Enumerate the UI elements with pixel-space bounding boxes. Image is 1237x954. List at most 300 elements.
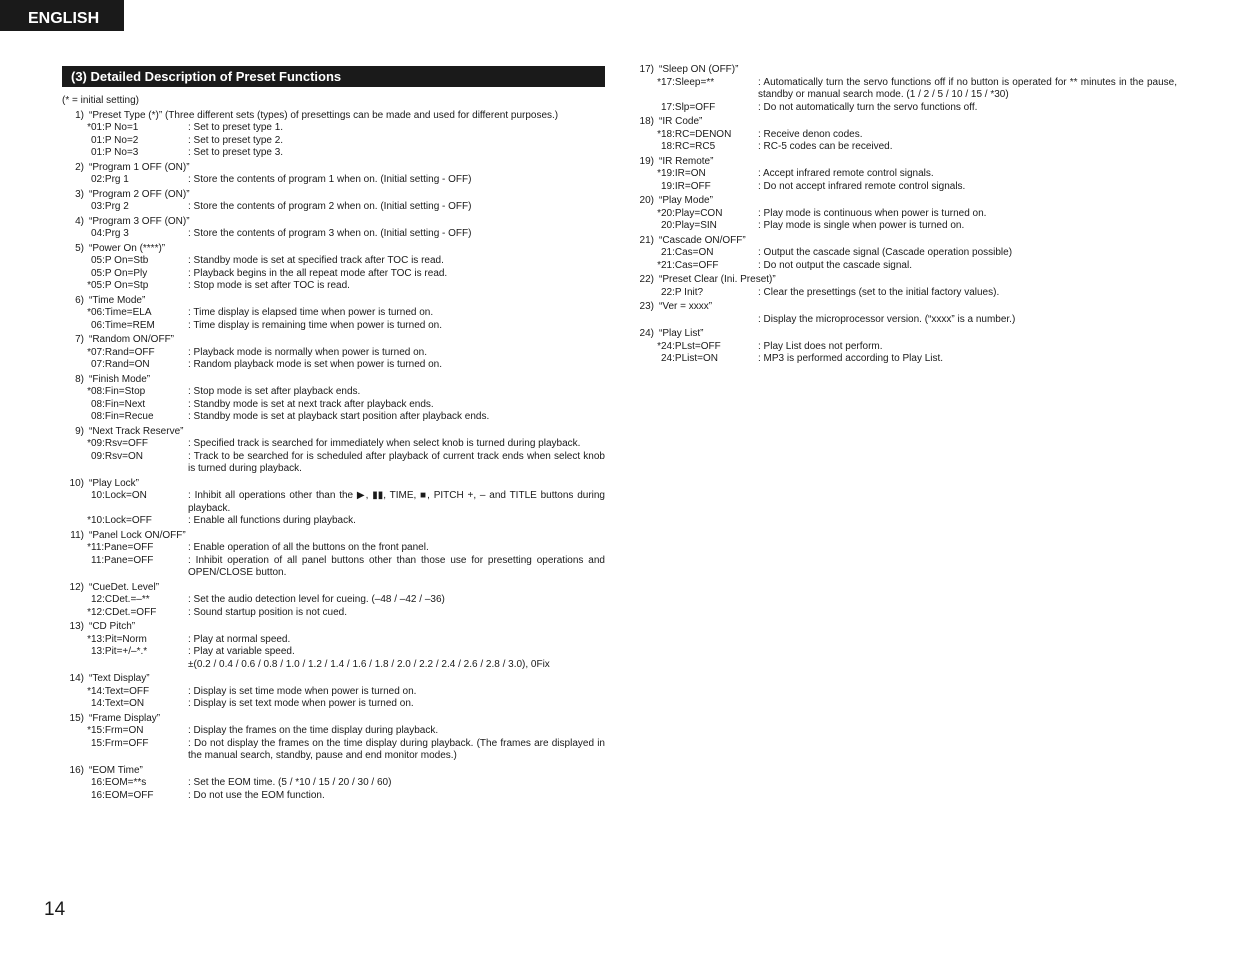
initial-setting-mark [62,790,91,803]
option-description-text: : Store the contents of program 3 when on. (Initial setting - OFF) [188,228,472,239]
option-description [758,287,1177,300]
item-name: “Preset Type (*)” (Three different sets (types) of presettings can be made and used for different purposes.) [89,109,559,121]
option-description [188,399,605,412]
preset-option-row [62,738,605,763]
initial-setting-mark: * [87,386,91,397]
option-description [758,102,1177,115]
option-description-text: : Stop mode is set after TOC is read. [188,280,350,291]
initial-setting-mark [62,555,91,580]
option-code: 08:Fin=Next [91,398,146,410]
preset-option-row [632,208,1177,221]
preset-option-row [632,181,1177,194]
option-code: 03:Prg 2 [91,201,129,212]
preset-option-row [62,135,605,148]
option-description [188,135,605,148]
item-number: 21) [639,234,654,246]
option-description [188,174,605,187]
preset-function-item [62,295,605,333]
option-description [188,386,605,399]
preset-option-row [62,201,605,214]
preset-option-row [632,247,1177,260]
preset-option-row [62,147,605,160]
option-code: 11:Pane=OFF [91,542,154,553]
initial-setting-mark [62,451,91,476]
option-description [188,228,605,241]
option-description-text: : MP3 is performed according to Play List. [758,353,944,364]
option-description-text: : RC-5 codes can be received. [758,141,893,152]
option-description [758,314,1177,327]
preset-option-row [62,490,605,515]
option-description-text: : Enable all functions during playback. [188,515,356,526]
preset-function-title [62,673,605,686]
initial-setting-mark: * [87,633,91,645]
option-description-text: : Store the contents of program 2 when on. (Initial setting - OFF) [188,201,472,212]
option-code: 08:Fin=Stop [91,386,146,397]
preset-function-item [632,116,1177,154]
option-description-text: : Inhibit all operations other than the ▶, ▮▮, TIME, ■, PITCH +, – and TITLE buttons during playback. [188,490,605,514]
preset-function-item [62,162,605,187]
item-name: “Preset Clear (Ini. Preset)” [659,274,776,285]
item-name: “Random ON/OFF” [89,334,175,345]
preset-option-row [62,399,605,412]
initial-setting-mark: * [87,280,91,291]
option-description [188,347,605,360]
option-description-text: : Time display is remaining time when power is turned on. [188,319,443,331]
option-code: 10:Lock=ON [91,490,147,501]
preset-function-title [632,235,1177,248]
item-number: 13) [69,621,84,632]
option-description-text: : Set the audio detection level for cueing. (–48 / –42 / –36) [188,594,445,605]
preset-option-row [632,353,1177,366]
preset-option-row [632,77,1177,102]
option-code: 09:Rsv=OFF [91,438,148,449]
option-description-text: : Set to preset type 2. [188,134,284,146]
option-description [188,201,605,214]
option-description-text: : Stop mode is set after playback ends. [188,386,361,397]
preset-function-title [62,189,605,202]
preset-function-title [62,530,605,543]
preset-option-row [62,686,605,699]
preset-function-title [62,334,605,347]
option-description [188,725,605,738]
option-code: 16:EOM=**s [91,777,147,788]
option-code: 21:Cas=OFF [661,259,719,271]
option-description-text: : Random playback mode is set when power is turned on. [188,359,443,370]
preset-function-title [632,64,1177,77]
preset-function-title [62,295,605,308]
initial-setting-mark [62,320,91,333]
item-name: “Program 3 OFF (ON)” [89,215,190,227]
initial-setting-mark: * [657,340,661,352]
item-number: 4) [75,215,84,227]
preset-option-row [632,220,1177,233]
preset-function-title [632,156,1177,169]
item-number: 18) [639,116,654,127]
preset-function-title [62,582,605,595]
preset-function-title [62,713,605,726]
item-number: 20) [639,195,654,206]
item-name: “Program 2 OFF (ON)” [89,188,190,200]
option-description-text: : Set to preset type 1. [188,122,284,133]
option-description [188,698,605,711]
initial-setting-mark [62,399,91,412]
initial-setting-note: (* = initial setting) [62,95,139,106]
preset-option-row [62,255,605,268]
option-description [188,268,605,281]
option-code: 16:EOM=OFF [91,789,154,801]
language-tab: ENGLISH [0,0,124,31]
initial-setting-mark [632,181,661,194]
item-number: 24) [639,328,654,339]
page-number: 14 [44,899,66,920]
preset-function-item [62,216,605,241]
option-description-text: : Set the EOM time. (5 / *10 / 15 / 20 / 30 / 60) [188,777,392,788]
preset-option-row [62,438,605,451]
option-description-values: ±(0.2 / 0.4 / 0.6 / 0.8 / 1.0 / 1.2 / 1.4 / 1.6 / 1.8 / 2.0 / 2.2 / 2.4 / 2.6 / 2.8 / 3.0), 0Fix [188,658,550,670]
option-code: 17:Sleep=** [661,76,715,88]
preset-function-title [632,274,1177,287]
preset-option-row [62,607,605,620]
initial-setting-mark [62,594,91,607]
option-code: 05:P On=Stb [91,255,149,266]
option-code: 06:Time=ELA [91,307,152,318]
item-name: “CD Pitch” [89,621,136,632]
item-number: 8) [75,373,84,385]
option-code: 22:P Init? [661,286,704,298]
option-description [758,168,1177,181]
option-description [188,307,605,320]
item-number: 19) [639,155,654,167]
preset-option-row [632,287,1177,300]
item-number: 11) [70,529,84,541]
item-name: “IR Remote” [659,155,714,167]
initial-setting-mark [62,228,91,241]
initial-setting-mark: * [657,259,661,271]
preset-function-item [62,374,605,424]
preset-option-row [62,174,605,187]
option-description-text: : Do not accept infrared remote control signals. [758,180,966,192]
option-description [188,646,605,671]
preset-function-title [632,195,1177,208]
option-description-text: : Specified track is searched for immediately when select knob is turned during playback. [188,438,581,449]
initial-setting-mark [62,411,91,424]
initial-setting-mark: * [87,307,91,318]
option-description [188,255,605,268]
option-code: 19:IR=OFF [661,180,711,192]
option-description-text: : Play List does not perform. [758,340,883,352]
preset-function-title [62,162,605,175]
initial-setting-mark: * [657,168,661,179]
preset-option-row [632,314,1177,327]
option-code: 01:P No=1 [91,122,139,133]
option-description-text: : Standby mode is set at next track after playback ends. [188,398,434,410]
option-description [188,515,605,528]
option-description-text: : Track to be searched for is scheduled after playback of current track ends when select knob is turned during playback. [188,450,605,474]
preset-function-item [62,426,605,476]
preset-function-item [62,713,605,763]
item-number: 2) [75,161,84,173]
preset-option-row [62,555,605,580]
option-code: 07:Rand=OFF [91,346,155,358]
option-description-text: : Display is set time mode when power is turned on. [188,685,417,697]
option-code: 01:P No=3 [91,147,139,158]
preset-option-row [62,646,605,671]
preset-function-item [62,673,605,711]
item-number: 12) [69,581,84,593]
option-code: 21:Cas=ON [661,247,714,258]
preset-function-item [632,195,1177,233]
option-description-text: : Standby mode is set at specified track after TOC is read. [188,255,444,266]
item-name: “EOM Time” [89,764,143,776]
preset-function-title [62,216,605,229]
preset-function-item [632,274,1177,299]
initial-setting-mark: * [87,438,91,449]
option-description-text: : Inhibit operation of all panel buttons other than those use for presetting operations and OPEN/CLOSE button. [188,554,605,578]
item-number: 22) [639,274,654,285]
initial-setting-mark: * [657,128,661,140]
initial-setting-mark [632,353,661,366]
preset-function-item [62,110,605,160]
option-code: 04:Prg 3 [91,228,129,239]
item-name: “Sleep ON (OFF)” [659,64,739,75]
preset-option-row [62,228,605,241]
option-description-text: : Set to preset type 3. [188,147,284,158]
option-description [758,141,1177,154]
option-code: 18:RC=RC5 [661,141,716,152]
option-description [188,122,605,135]
item-name: “Panel Lock ON/OFF” [89,529,186,541]
option-description-text: : Standby mode is set at playback start position after playback ends. [188,411,490,422]
option-description-text: : Playback begins in the all repeat mode after TOC is read. [188,267,448,279]
preset-option-row [62,359,605,372]
option-code: 06:Time=REM [91,319,155,331]
initial-setting-mark [632,287,661,300]
initial-setting-mark [62,201,91,214]
preset-function-title [632,328,1177,341]
item-number: 14) [69,673,84,684]
initial-setting-mark: * [87,542,91,553]
option-description-text: : Play at normal speed. [188,633,291,645]
option-description-text: : Display the microprocessor version. (“xxxx” is a number.) [758,313,1016,325]
option-description [188,320,605,333]
preset-option-row [62,320,605,333]
left-column [62,95,605,804]
initial-setting-mark [62,268,91,281]
initial-setting-mark [62,255,91,268]
option-code: 08:Fin=Recue [91,411,154,422]
preset-function-item [632,301,1177,326]
option-description [188,542,605,555]
right-column [632,64,1177,368]
initial-setting-mark [62,698,91,711]
option-description [188,738,605,763]
option-code: 18:RC=DENON [661,128,732,140]
initial-setting-mark: * [87,685,91,697]
option-description [188,411,605,424]
preset-function-title [62,621,605,634]
option-description [188,555,605,580]
option-description [188,451,605,476]
option-description-text: : Enable operation of all the buttons on the front panel. [188,542,429,553]
preset-option-row [62,451,605,476]
preset-option-row [632,141,1177,154]
option-code: 10:Lock=OFF [91,515,152,526]
option-description [188,777,605,790]
option-description [758,220,1177,233]
option-code: 20:Play=SIN [661,220,717,231]
preset-option-row [62,268,605,281]
preset-option-row [62,280,605,293]
initial-setting-mark: * [87,725,91,736]
item-name: “CueDet. Level” [89,581,160,593]
initial-setting-mark [632,220,661,233]
initial-setting-mark: * [87,346,91,358]
preset-option-row [62,790,605,803]
option-code: 13:Pit=+/–*.* [91,646,148,657]
initial-setting-mark [62,490,91,515]
option-code: 01:P No=2 [91,134,139,146]
option-description-text: : Play mode is single when power is turned on. [758,220,965,231]
option-description-text: : Clear the presettings (set to the initial factory values). [758,286,1000,298]
item-number: 3) [75,188,84,200]
item-name: “Play Lock” [89,477,140,489]
initial-setting-mark [62,359,91,372]
initial-setting-mark: * [657,76,661,88]
option-description [188,634,605,647]
option-description [758,247,1177,260]
item-name: “Cascade ON/OFF” [659,234,746,246]
preset-option-row [62,307,605,320]
preset-function-title [632,116,1177,129]
option-description-text: : Playback mode is normally when power is turned on. [188,346,428,358]
option-description [188,280,605,293]
initial-setting-mark [62,174,91,187]
preset-function-item [62,478,605,528]
initial-setting-mark: * [657,207,661,219]
option-description-text: : Sound startup position is not cued. [188,606,347,618]
item-name: “Text Display” [89,673,150,684]
preset-function-title [62,243,605,256]
option-description-text: : Display the frames on the time display during playback. [188,725,439,736]
option-code: 12:CDet.=–** [91,594,150,605]
initial-setting-mark [62,738,91,763]
preset-option-row [62,122,605,135]
option-description-text: : Do not output the cascade signal. [758,259,912,271]
option-description [188,490,605,515]
item-name: “Next Track Reserve” [89,425,184,437]
option-description-text: : Do not use the EOM function. [188,789,325,801]
option-description-text: : Play mode is continuous when power is turned on. [758,207,987,219]
option-description [758,181,1177,194]
item-name: “Frame Display” [89,712,161,724]
preset-option-row [62,347,605,360]
option-description-text: : Automatically turn the servo functions off if no button is operated for ** minutes in the pause, standby or manual search mode. (1 / 2 / 5 / 10 / 15 / *30) [758,76,1177,100]
preset-function-item [62,621,605,671]
preset-function-item [62,765,605,803]
option-description [758,341,1177,354]
item-number: 10) [69,477,84,489]
preset-option-row [632,129,1177,142]
preset-option-row [632,260,1177,273]
preset-function-item [632,64,1177,114]
option-description-text: : Time display is elapsed time when power is turned on. [188,307,434,318]
option-description [188,790,605,803]
item-number: 23) [639,301,654,312]
option-description [758,129,1177,142]
initial-setting-mark [632,314,661,327]
preset-function-title [62,765,605,778]
initial-setting-mark: * [87,606,91,618]
option-description [758,208,1177,221]
option-code: 07:Rand=ON [91,359,150,370]
preset-function-item [632,235,1177,273]
option-code: 12:CDet.=OFF [91,606,157,618]
option-code: 17:Slp=OFF [661,101,716,113]
option-description [188,686,605,699]
preset-option-row [632,341,1177,354]
initial-setting-mark [62,646,91,671]
item-number: 1) [75,109,84,121]
item-number: 15) [69,712,84,724]
option-code: 09:Rsv=ON [91,450,143,462]
option-code: 15:Frm=OFF [91,737,149,749]
preset-function-item [632,328,1177,366]
initial-setting-mark: * [87,122,91,133]
item-name: “Program 1 OFF (ON)” [89,161,190,173]
initial-setting-mark [632,141,661,154]
item-name: “Ver = xxxx” [659,301,713,312]
option-description [188,594,605,607]
preset-option-row [62,515,605,528]
preset-option-row [62,594,605,607]
preset-option-row [62,634,605,647]
preset-option-row [62,411,605,424]
option-description-text: : Play at variable speed. [188,646,295,657]
option-code: 02:Prg 1 [91,174,129,185]
item-number: 6) [75,294,84,306]
option-code [661,314,758,327]
option-description [188,147,605,160]
option-code: 15:Frm=ON [91,725,144,736]
option-code: 19:IR=ON [661,168,706,179]
section-title: (3) Detailed Description of Preset Functions [62,66,605,87]
initial-setting-mark [62,777,91,790]
item-name: “Play List” [659,328,704,339]
initial-setting-mark [632,102,661,115]
item-number: 9) [75,425,84,437]
preset-function-title [62,374,605,387]
option-description-text: : Do not automatically turn the servo functions off. [758,101,978,113]
option-code: 24:PList=ON [661,353,718,364]
initial-setting-mark: * [87,515,91,526]
item-name: “Finish Mode” [89,373,151,385]
preset-function-item [62,243,605,293]
option-description [758,353,1177,366]
option-code: 05:P On=Ply [91,267,148,279]
item-number: 17) [639,64,654,75]
option-description-text: : Store the contents of program 1 when on. (Initial setting - OFF) [188,174,472,185]
preset-option-row [62,698,605,711]
preset-option-row [62,725,605,738]
item-number: 16) [69,764,84,776]
option-description [188,607,605,620]
option-description-text: : Output the cascade signal (Cascade operation possible) [758,247,1013,258]
option-description [188,438,605,451]
option-code: 14:Text=ON [91,698,145,709]
option-code: 13:Pit=Norm [91,633,147,645]
option-description-text: : Accept infrared remote control signals. [758,168,934,179]
preset-function-title [62,478,605,491]
